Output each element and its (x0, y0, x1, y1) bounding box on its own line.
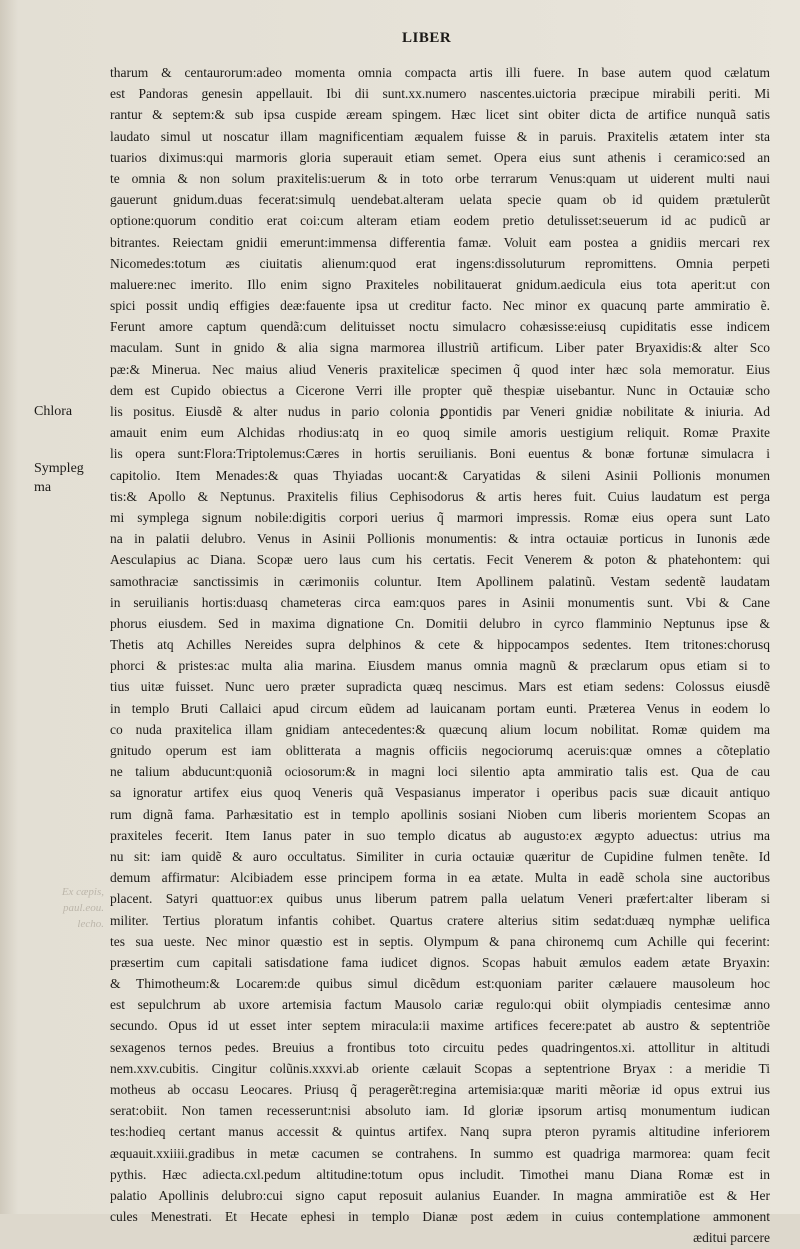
text-line: phorus eiusdem. Sed in maxima dignatione Cn. Domitii delubro in cyrco flamminio Neptunus ipse & (110, 615, 770, 631)
text-line: nem.xxv.cubitis. Cingitur colũnis.xxxvi.ab oriente cælauit Scopas a septentrione Bryax : a meridie Ti (110, 1060, 770, 1076)
running-header: LIBER (402, 30, 452, 46)
text-line: mi symplega signum nobile:digitis corpori uerius q̃ marmori impressis. Romæ eius opera sunt Lato (110, 509, 770, 525)
text-line: phorci & pristes:ac multa alia marina. Eiusdem manus omnia magnũ & præclarum opus etiam si to (110, 658, 770, 674)
text-line: gauerunt gnidum.duas fecerat:simulq uendebat.alteram uelata specie quam ob id quidem prætulerũt (110, 192, 770, 208)
text-line: tes:hodieq certant manus accessit & quintus artifex. Nanq supra pteron pyramis altitudine inferiorem (110, 1124, 770, 1140)
text-line: secundo. Opus id ut esset inter septem miracula:ii maxime artifices fecere:patet ab austro & septentriõe (110, 1018, 770, 1034)
text-line: tius uitæ fuisset. Nunc uero præter supradicta quæq nescimus. Mars est etiam sedens: Colossus eiusdẽ (110, 679, 770, 695)
text-line: tis:& Apollo & Neptunus. Praxitelis filius Cephisodorus & artis heres fuit. Cuius laudatum est perga (110, 488, 770, 504)
text-line: co nuda praxitelica illam gnidiam antecedentes:& quæcunq alium locum nobilitat. Romæ quidem ma (110, 721, 770, 737)
margin-note-sympleg: Sympleg (34, 461, 84, 476)
text-line: motheus ab occasu Leocares. Priusq q̃ peragerẽt:regina artemisia:quæ mariti mẽoriæ id opus extrui ius (110, 1082, 770, 1097)
text-line: sa ignoratur artifex eius quoq Veneris quã Vespasianus imperator i operibus pacis suæ dicauit antiquo (110, 785, 770, 801)
text-line: pæ:& Minerua. Nec maius aliud Veneris praxitelicæ specimen q̃ quod inter hæc sola memoratur. Eius (110, 361, 770, 377)
text-line: Aesculapius ac Diana. Scopæ uero laus cum his certatis. Fecit Venerem & poton & phatehontem: qui (110, 552, 770, 568)
text-line: ne talium abducunt:quoniã ociosorum:& in magni loci silentio apta ammiratio talis est. Qua de cau (110, 764, 770, 780)
text-line: praxiteles fecerit. Item Ianus pater in suo templo dicatus ab augusto:ex ægypto aduectus: utrius ma (110, 827, 770, 843)
text-line: palatio Apollinis delubro:cui signo caput reposuit aulanius Euander. In magna ammiratiõe est & Her (110, 1187, 770, 1203)
text-line: rum dignã fama. Parhæsitatio est in templo apollinis sosiani Nioben cum liberis morientem Scopas an (110, 806, 770, 822)
bleedthrough-line: lecho. (77, 918, 104, 930)
bleedthrough-marginalia (20, 884, 104, 932)
text-line: na in palatii delubro. Venus in Asinii Pollionis monumentis: & intra octauiæ porticus in Iunonis æde (110, 531, 770, 547)
text-line: est sepulchrum ab uxore artemisia factum Mausolo cariæ regulo:qui obiit olympiadis centesimæ anno (110, 997, 770, 1013)
text-line: maluere:nec imerito. Illo enim signo Praxiteles nobilitauerat gnidum.aedicula eius tota aperit:ut con (110, 276, 770, 292)
text-line: optione:quorum conditio erat coi:cum alteram etiam eodem pretio detulisset:seuerum id ac pudicũ ar (110, 213, 770, 229)
text-line: rantur & septem:& sub ipsa cuspide æream spingem. Hæc licet sint obiter dicta de artifice nunquã satis (110, 107, 770, 123)
text-line: in templo Bruti Callaici apud circum eũdem ad lauicanam portam eunti. Præterea Venus in eodem lo (110, 700, 770, 716)
text-line: laudato simul ut noscatur illam magnificentiam æqualem fuisse & in paruis. Praxitelis ætatem inter sta (110, 128, 770, 144)
text-line: militer. Tertius ploratum infantis cohibet. Quartus cratere alterius sitim sedat:duæq nymphæ uelifica (110, 912, 770, 928)
text-line: spici possit undiq effigies deæ:fauente ipsa ut creditur facto. Nec minor ex quacunq parte ammiratio ẽ. (110, 298, 770, 314)
text-line: tes sua ueste. Nec minor quæstio est in septis. Olympum & pana chironemq cum Achille qui fecerint: (110, 933, 770, 949)
bleedthrough-line: Ex cæpis, (61, 886, 104, 898)
text-line: sexagenos ternos pedes. Breuius a frontibus toto circuitu pedes quadringentos.xi. attollitur in altitudi (110, 1039, 770, 1055)
bleedthrough-line: paul.eou. (63, 902, 104, 914)
text-line: nu sit: iam quidẽ & auro occultatus. Similiter in curia octauiæ quæritur de Cupidine fulmen tenẽte. Id (110, 848, 770, 864)
text-line: tuarios diximus:qui marmoris gloria superauit etiam semet. Opera eius sunt athenis i ceramico:sed an (110, 149, 770, 165)
text-line: tharum & centaurorum:adeo momenta omnia compacta artis illi fuere. In base autem quod cælatum (110, 65, 770, 80)
text-line: æquauit.xxiiii.gradibus in metæ cacumen se contrahens. In summo est quadriga marmorea: quam fecit (110, 1145, 770, 1161)
text-line: serat:obiit. Non tamen recesserunt:nisi absoluto iam. Id gloriæ ipsorum artisq monumentum iudican (110, 1103, 770, 1119)
text-line: æditui parcere (693, 1230, 770, 1246)
margin-note-ma: ma (34, 480, 52, 495)
text-line: gnitudo operum est iam oblitterata a magnis officiis negociorumq aceruis:quæ omnes a cõteplatio (110, 743, 770, 758)
text-line: præsertim cum capitali satisdatione fama iudicet dignos. Scopas habuit æmulos eadem ætate Bryaxin: (110, 954, 770, 970)
body-text (110, 62, 770, 1249)
text-line: pythis. Hæc adiecta.cxl.pedum altitudine:totum opus includit. Timothei manu Diana Romæ est in (110, 1166, 770, 1182)
margin-note-chlora: Chlora (34, 404, 73, 419)
text-line: lis positus. Eiusdẽ & alter nudus in pario colonia ꝑpontidis par Veneri gnidiæ nobilitate & iniuria. Ad (110, 404, 770, 419)
text-line: Thetis atq Achilles Nereides supra delphinos & cete & hippocampos sedentes. Item tritones:chorusq (110, 637, 770, 653)
text-line: & Thimotheum:& Locarem:de quibus simul dicẽdum est:quoniam pariter cælauere mausoleum hoc (110, 976, 770, 992)
text-line: lis opera sunt:Flora:Triptolemus:Cæres in hortis seruilianis. Boni euentus & bonæ fortunæ simulacra i (110, 446, 770, 462)
text-line: placent. Satyri quattuor:ex quibus unus liberum patrem palla uelatum Veneri præfert:alter liberam si (110, 891, 770, 907)
text-line: amauit enim eum Alchidas rhodius:atq in eo quoq simile amoris uestigium reliquit. Romæ Praxite (110, 425, 770, 441)
text-line: Nicomedes:totum æs ciuitatis alienum:quod erat ingens:dissoluturum repromittens. Omnia perpeti (110, 255, 770, 271)
text-line: bitrantes. Reiectam gnidii emerunt:immensa differentia famæ. Voluit eam postea a gnidiis mercari rex (110, 234, 770, 250)
text-line: in seruilianis hortis:duasq chameteras circa eam:quos pares in Asinii monumentis sunt. Vbi & Cane (110, 594, 770, 610)
text-line: capitolio. Item Menades:& quas Thyiadas uocant:& Caryatidas & sileni Asinii Pollionis monumen (110, 467, 770, 483)
text-line: est Pandoras genesin appellauit. Ibi dii sunt.xx.numero nascentes.uictoria præcipue mirabili periti. Mi (110, 86, 770, 102)
text-line: Ferunt amore captum quendã:cum delituisset noctu simulacro cohæsisse:eiusq cupiditatis esse indicem (110, 319, 770, 335)
text-line: maculam. Sunt in gnido & alia signa marmorea illustriũ artificum. Liber pater Bryaxidis:& alter Sco (110, 340, 770, 356)
text-line: te omnia & non solum praxitelis:uerum & in toto orbe terrarum Venus:quam ut uiderent multi naui (110, 170, 770, 186)
text-line: cules Menestrati. Et Hecate ephesi in templo Dianæ post ædem in cuius contemplatione ammonent (110, 1209, 770, 1225)
text-line: samothraciæ sanctissimis in cærimoniis coluntur. Item Apollinem palatinũ. Vestam sedentẽ laudatam (110, 573, 770, 589)
text-line: demum affirmatur: Alcibiadem esse principem forma in ea ætate. Multa in eadẽ schola sine auctoribus (110, 870, 770, 886)
text-line: dem est Cupido obiectus a Cicerone Verri ille propter quẽ thespiæ uisebantur. Nunc in Octauiæ scho (110, 382, 770, 398)
